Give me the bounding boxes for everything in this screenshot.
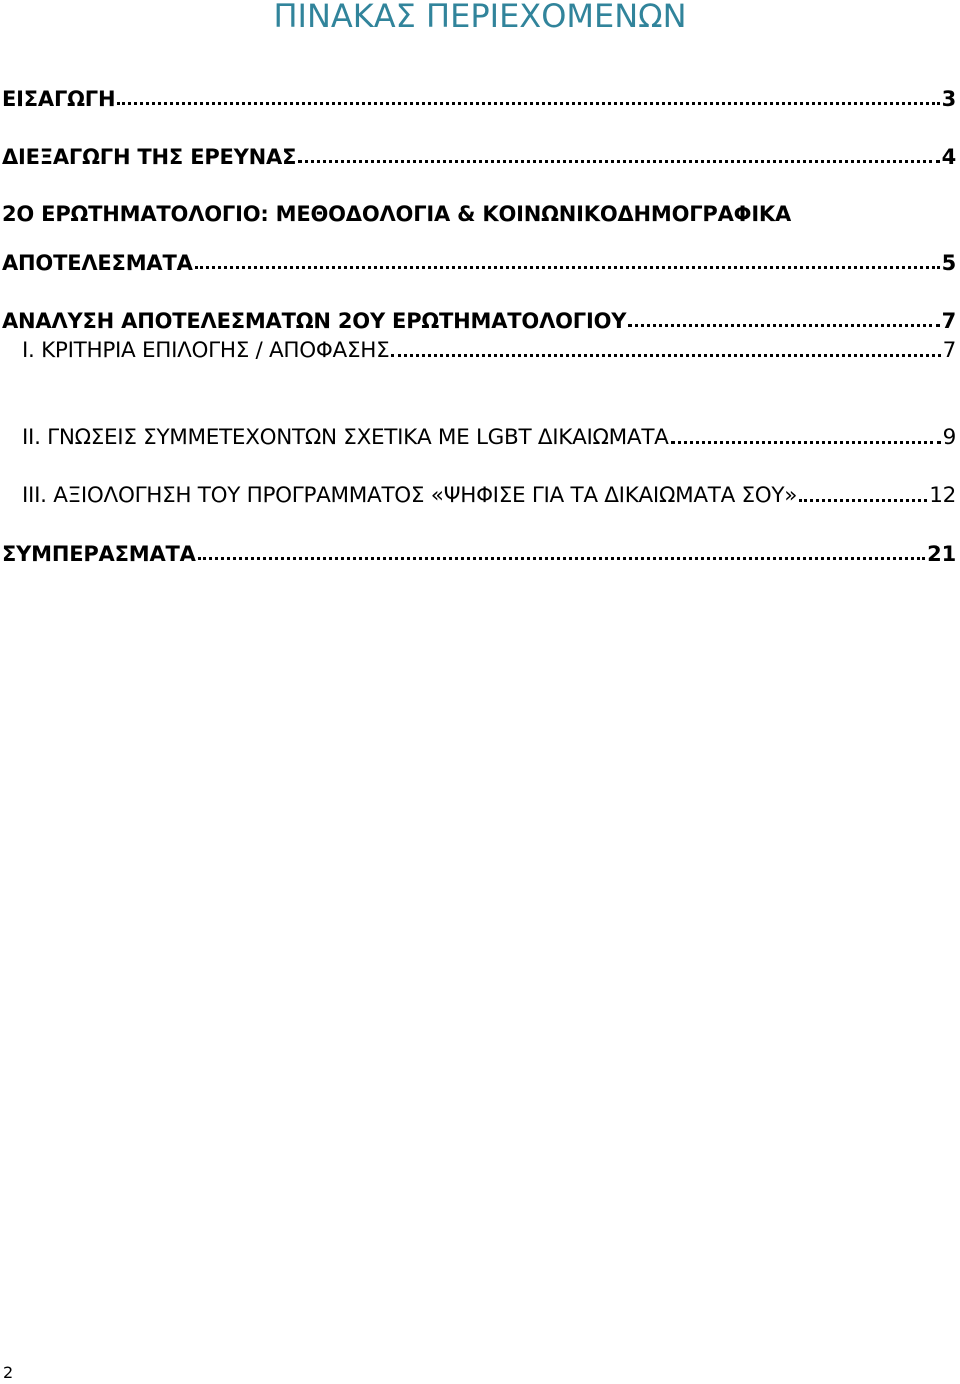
toc-entry-criteria[interactable] (22, 336, 956, 366)
toc-entry-page: 3 (941, 87, 956, 111)
toc-entry-label: ΑΝΑΛΥΣΗ ΑΠΟΤΕΛΕΣΜΑΤΩΝ 2ΟΥ ΕΡΩΤΗΜΑΤΟΛΟΓΙΟΥ (2, 309, 627, 333)
toc-entry-label: ΑΠΟΤΕΛΕΣΜΑΤΑ (2, 251, 193, 275)
toc-leader-dots (298, 160, 939, 163)
toc-leader-dots (799, 499, 927, 502)
toc-leader-dots (671, 441, 941, 444)
toc-entry-label: ΕΙΣΑΓΩΓΗ (2, 87, 116, 111)
toc-entry-label: II. ΓΝΩΣΕΙΣ ΣΥΜΜΕΤΕΧΟΝΤΩΝ ΣΧΕΤΙΚΑ ΜΕ LGBT ΔΙΚΑΙΩΜΑΤΑ (22, 425, 669, 450)
toc-leader-dots (117, 102, 939, 105)
toc-entry-analysis[interactable] (2, 306, 956, 336)
toc-entry-page: 9 (942, 425, 956, 450)
toc-entry-label: ΔΙΕΞΑΓΩΓΗ ΤΗΣ ΕΡΕΥΝΑΣ (2, 145, 297, 169)
toc-entry-page: 4 (941, 145, 956, 169)
toc-entry-label: ΣΥΜΠΕΡΑΣΜΑΤΑ (2, 542, 196, 566)
toc-leader-dots (391, 354, 940, 357)
toc-entry-evaluation[interactable] (22, 481, 956, 511)
toc-entry-page: 7 (942, 338, 956, 363)
toc-entry-conclusions[interactable] (2, 539, 956, 569)
toc-entry-introduction[interactable] (2, 84, 956, 114)
toc-leader-dots (195, 266, 940, 269)
toc-entry-knowledge[interactable] (22, 423, 956, 453)
page-title: ΠΙΝΑΚΑΣ ΠΕΡΙΕΧΟΜΕΝΩΝ (273, 0, 687, 35)
page-number: 2 (3, 1363, 14, 1382)
toc-entry-research-conduct[interactable] (2, 142, 956, 172)
toc-entry-label-line1[interactable]: 2Ο ΕΡΩΤΗΜΑΤΟΛΟΓΙΟ: ΜΕΘΟΔΟΛΟΓΙΑ & ΚΟΙΝΩΝΙΚΟΔΗΜΟΓΡΑΦΙΚΑ (2, 202, 792, 226)
toc-entry-page: 12 (929, 483, 956, 508)
toc-leader-dots (198, 557, 925, 560)
toc-entry-page: 5 (941, 251, 956, 275)
toc-entry-label: I. ΚΡΙΤΗΡΙΑ ΕΠΙΛΟΓΗΣ / ΑΠΟΦΑΣΗΣ (22, 338, 390, 363)
toc-entry-label: III. ΑΞΙΟΛΟΓΗΣΗ ΤΟΥ ΠΡΟΓΡΑΜΜΑΤΟΣ «ΨΗΦΙΣΕ ΓΙΑ ΤΑ ΔΙΚΑΙΩΜΑΤΑ ΣΟΥ» (22, 483, 798, 508)
toc-leader-dots (628, 324, 939, 327)
toc-entry-methodology[interactable] (2, 248, 956, 278)
toc-entry-page: 21 (927, 542, 956, 566)
toc-entry-page: 7 (941, 309, 956, 333)
